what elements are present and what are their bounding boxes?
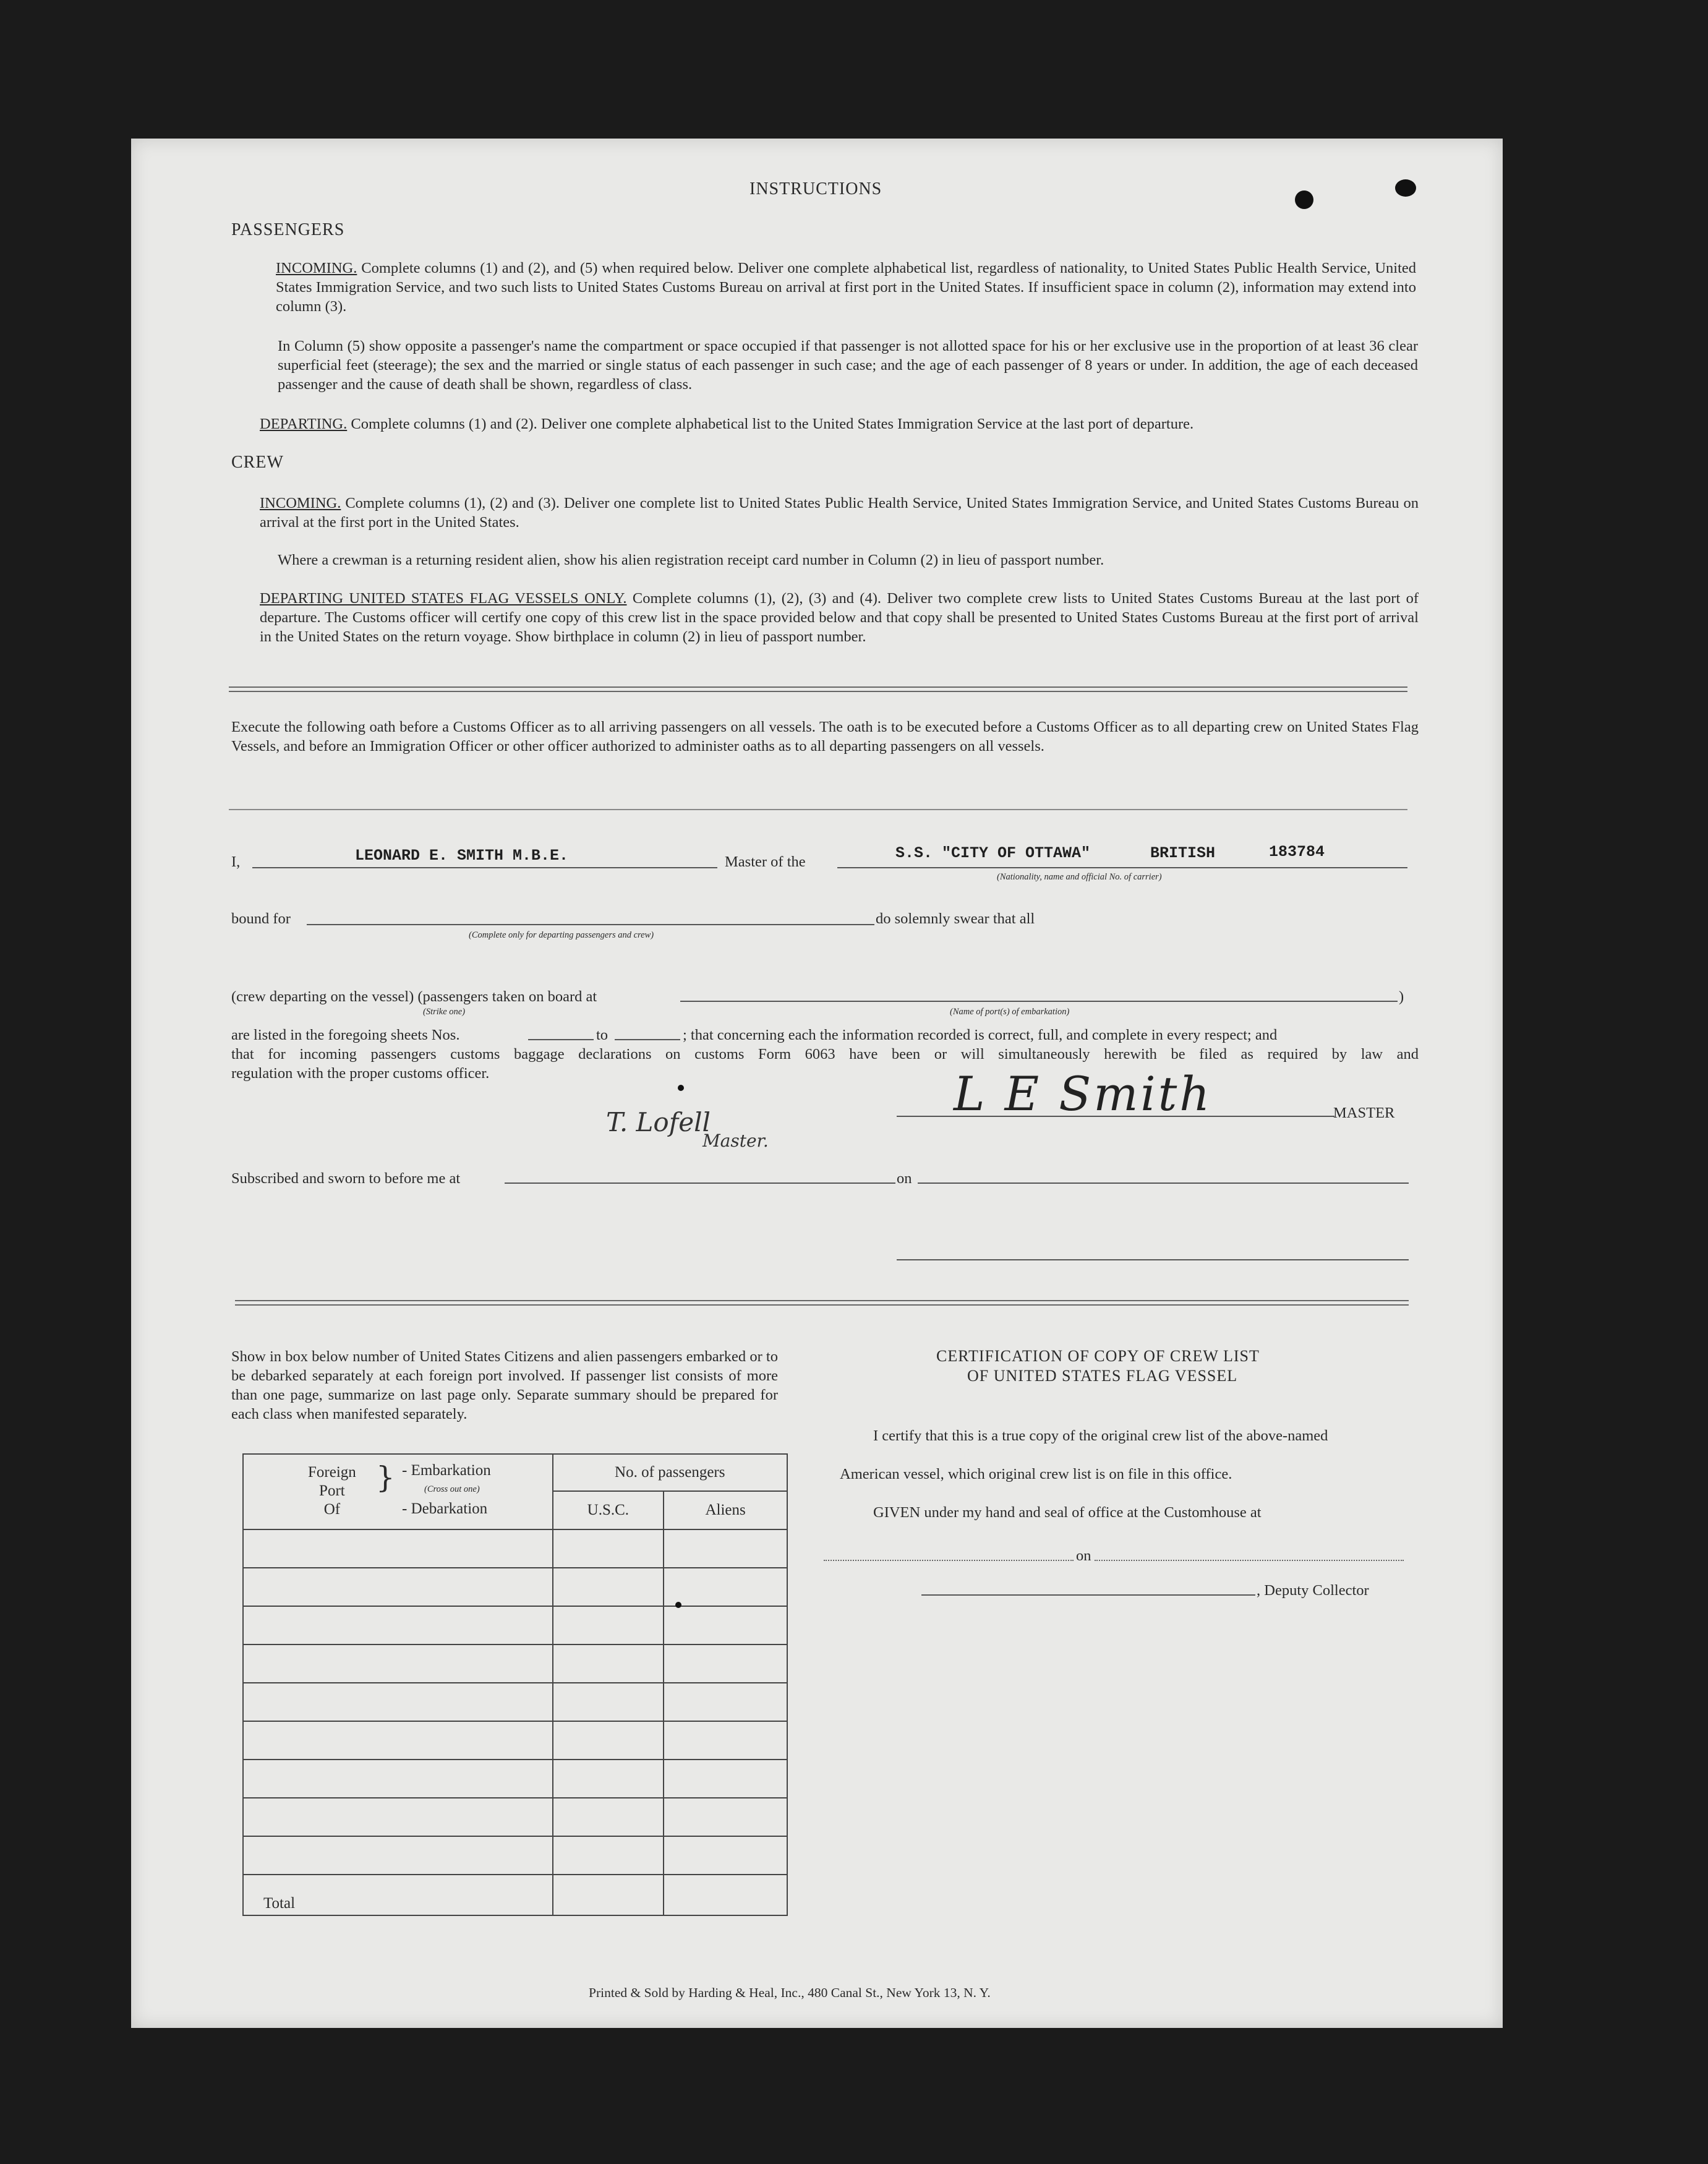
crew-incoming-text: Complete columns (1), (2) and (3). Deliver one complete list to United States Public Health Service, United States Immigration Service, and United States Customs Bureau on arrival at the first port in the United States.	[260, 495, 1419, 531]
aliens-header: Aliens	[664, 1491, 787, 1529]
usc-cell[interactable]	[553, 1529, 664, 1568]
usc-cell[interactable]	[553, 1760, 664, 1798]
aliens-cell[interactable]	[664, 1721, 787, 1760]
vessel-official-no-value: 183784	[1269, 843, 1325, 861]
usc-cell[interactable]	[553, 1683, 664, 1721]
crew-crewman-note: Where a crewman is a returning resident alien, show his alien registration receipt card number in Column (2) in lieu of passport number.	[278, 552, 1104, 568]
passengers-column5-paragraph: In Column (5) show opposite a passenger's name the compartment or space occupied if that passenger is not allotted space for his or her exclusive use in the proportion of at least 36 clear superficial feet (steerage); the sex and the married or single status of each passenger in such case; and the age of each passenger of 8 years or under. In addition, the age of each deceased passenger and the cause of death shall be shown, regardless of class.	[278, 338, 1418, 393]
sheets-from-line	[528, 1039, 594, 1040]
strike-caption: (Strike one)	[423, 1007, 466, 1017]
aliens-cell[interactable]	[664, 1760, 787, 1798]
vessel-nationality-value: BRITISH	[1150, 844, 1216, 862]
crew-incoming-paragraph	[260, 494, 1419, 532]
total-row	[243, 1875, 787, 1915]
bound-for-label: bound for	[231, 910, 291, 927]
document-page	[131, 139, 1503, 2028]
oath-intro: Execute the following oath before a Customs Officer as to all arriving passengers on all vessels. The oath is to be executed before a Customs Officer as to all departing crew on United States Flag Vessels, and before an Immigration Officer or other officer authorized to administer oaths as to all departing passengers on all vessels.	[231, 719, 1419, 755]
certification-date-line	[1095, 1560, 1404, 1561]
listed-sheets-label: are listed in the foregoing sheets Nos.	[231, 1027, 460, 1043]
usc-cell[interactable]	[553, 1606, 664, 1644]
table-row	[243, 1798, 787, 1836]
passengers-departing-text: Complete columns (1) and (2). Deliver one complete alphabetical list to the United States Immigration Service at the last port of departure.	[351, 416, 1194, 432]
foreign-label: Foreign	[308, 1464, 356, 1481]
usc-cell[interactable]	[553, 1568, 664, 1606]
witness-signature: T. Lofell	[606, 1107, 711, 1137]
subscribed-on-line	[918, 1183, 1409, 1184]
listed-text-4: regulation with the proper customs officer.	[231, 1065, 490, 1082]
table-row	[243, 1760, 787, 1798]
certify-text-1: I certify that this is a true copy of the original crew list of the above-named	[873, 1427, 1328, 1444]
usc-cell[interactable]	[553, 1644, 664, 1683]
aliens-cell[interactable]	[664, 1644, 787, 1683]
oath-end-divider	[235, 1300, 1409, 1306]
master-name-line	[252, 867, 717, 868]
usc-header: U.S.C.	[553, 1491, 664, 1529]
subscribed-at-line	[505, 1183, 895, 1184]
master-signature: L E Smith	[954, 1066, 1213, 1121]
port-label: Port	[319, 1482, 345, 1499]
summary-instruction: Show in box below number of United States Citizens and alien passengers embarked or to be debarked separately at each foreign port involved. If passenger list consists of more than one page, summarize on last page only. Separate summary should be prepared for each class when manifested separately.	[231, 1348, 778, 1422]
vessel-caption: (Nationality, name and official No. of carrier)	[997, 872, 1162, 882]
aliens-cell[interactable]	[664, 1568, 787, 1606]
brace-symbol: }	[376, 1460, 395, 1495]
debarkation-label: - Debarkation	[402, 1500, 488, 1517]
port-cell[interactable]	[243, 1798, 553, 1836]
master-label: MASTER	[1333, 1105, 1395, 1121]
passengers-departing-label: DEPARTING.	[260, 416, 348, 432]
master-of-label: Master of the	[725, 853, 806, 870]
passengers-heading: PASSENGERS	[231, 220, 345, 239]
no-passengers-header: No. of passengers	[553, 1454, 787, 1491]
subscribed-label: Subscribed and sworn to before me at	[231, 1170, 461, 1187]
crew-heading: CREW	[231, 453, 284, 472]
port-header-cell	[243, 1454, 553, 1529]
aliens-cell[interactable]	[664, 1798, 787, 1836]
ports-line	[680, 1001, 1398, 1002]
certification-title-1: CERTIFICATION OF COPY OF CREW LIST	[936, 1347, 1260, 1365]
aliens-cell[interactable]	[664, 1529, 787, 1568]
port-cell[interactable]	[243, 1760, 553, 1798]
oath-divider	[229, 809, 1407, 810]
total-usc-cell[interactable]	[553, 1875, 664, 1915]
deputy-collector-line	[921, 1594, 1255, 1596]
passengers-incoming-paragraph	[276, 259, 1416, 316]
port-cell[interactable]	[243, 1529, 553, 1568]
given-text: GIVEN under my hand and seal of office at the Customhouse at	[873, 1504, 1262, 1521]
crew-departing-text: Complete columns (1), (2), (3) and (4). Deliver two complete crew lists to United States Customs Bureau at the last port of departure. The Customs officer will certify one copy of this crew list in the space provided below and that copy shall be presented to United States Customs Bureau at the first port of arrival in the United States on the return voyage. Show birthplace in column (2) in lieu of passport number.	[260, 590, 1419, 645]
usc-cell[interactable]	[553, 1836, 664, 1875]
usc-cell[interactable]	[553, 1798, 664, 1836]
table-row	[243, 1606, 787, 1644]
certification-on-label: on	[1076, 1547, 1091, 1564]
printer-footer: Printed & Sold by Harding & Heal, Inc., 480 Canal St., New York 13, N. Y.	[589, 1985, 991, 2000]
table-row	[243, 1568, 787, 1606]
summary-header-row	[243, 1454, 787, 1491]
vessel-name-value: S.S. "CITY OF OTTAWA"	[895, 844, 1091, 862]
listed-text-3: that for incoming passengers customs baggage declarations on customs Form 6063 have been or will simultaneously herewith be filed as required by law and	[231, 1046, 1419, 1063]
swear-label: do solemnly swear that all	[876, 910, 1035, 927]
ink-dot	[678, 1085, 684, 1091]
usc-cell[interactable]	[553, 1721, 664, 1760]
subscribed-on-label: on	[897, 1170, 912, 1187]
passenger-summary-table	[242, 1453, 788, 1916]
passengers-incoming-text: Complete columns (1) and (2), and (5) when required below. Deliver one complete alphabetical list, regardless of nationality, to United States Public Health Service, United States Immigration Service, and two such lists to United States Customs Bureau on arrival at first port in the United States. If insufficient space in column (2), information may extend into column (3).	[276, 260, 1416, 315]
crew-departing-label: DEPARTING UNITED STATES FLAG VESSELS ONLY.	[260, 590, 627, 607]
crew-incoming-label: INCOMING.	[260, 495, 341, 511]
total-aliens-cell[interactable]	[664, 1875, 787, 1915]
total-label: Total	[243, 1875, 553, 1915]
port-cell[interactable]	[243, 1721, 553, 1760]
port-cell[interactable]	[243, 1644, 553, 1683]
ports-caption: (Name of port(s) of embarkation)	[950, 1007, 1070, 1017]
table-row	[243, 1529, 787, 1568]
oath-i-label: I,	[231, 853, 241, 870]
aliens-cell[interactable]	[664, 1836, 787, 1875]
port-cell[interactable]	[243, 1683, 553, 1721]
vessel-line	[837, 867, 1407, 868]
sheets-to-line	[615, 1039, 680, 1040]
customhouse-line	[824, 1560, 1074, 1561]
crew-departing-clause: (crew departing on the vessel) (passengers taken on board at	[231, 988, 597, 1005]
officer-signature-line	[897, 1259, 1409, 1260]
embarkation-label: - Embarkation	[402, 1462, 491, 1479]
bound-for-caption: (Complete only for departing passengers and crew)	[469, 930, 654, 940]
deputy-collector-label: , Deputy Collector	[1257, 1582, 1369, 1599]
ports-close-paren: )	[1399, 988, 1404, 1005]
table-row	[243, 1721, 787, 1760]
aliens-cell[interactable]	[664, 1683, 787, 1721]
master-name-value: LEONARD E. SMITH M.B.E.	[355, 847, 569, 865]
table-row	[243, 1683, 787, 1721]
instructions-title: INSTRUCTIONS	[749, 179, 882, 199]
section-divider	[229, 686, 1407, 692]
sheets-to-label: to	[596, 1027, 608, 1043]
passengers-departing-line	[260, 414, 1193, 434]
bound-for-line	[307, 924, 874, 925]
witness-title: Master.	[702, 1131, 769, 1151]
crew-departing-paragraph	[260, 589, 1419, 646]
table-row	[243, 1836, 787, 1875]
certify-text-2: American vessel, which original crew list is on file in this office.	[840, 1466, 1232, 1482]
port-label-block	[308, 1463, 356, 1519]
ink-blot	[1395, 179, 1416, 197]
port-cell[interactable]	[243, 1606, 553, 1644]
cross-out-caption: (Cross out one)	[424, 1484, 480, 1494]
port-cell[interactable]	[243, 1836, 553, 1875]
passengers-incoming-label: INCOMING.	[276, 260, 357, 276]
of-label: Of	[323, 1501, 341, 1518]
listed-text-2: ; that concerning each the information recorded is correct, full, and complete in every respect; and	[683, 1027, 1278, 1043]
port-cell[interactable]	[243, 1568, 553, 1606]
aliens-cell[interactable]	[664, 1606, 787, 1644]
ink-blot	[1295, 190, 1313, 209]
certification-title-2: OF UNITED STATES FLAG VESSEL	[967, 1367, 1238, 1385]
table-row	[243, 1644, 787, 1683]
ink-dot	[675, 1602, 681, 1608]
